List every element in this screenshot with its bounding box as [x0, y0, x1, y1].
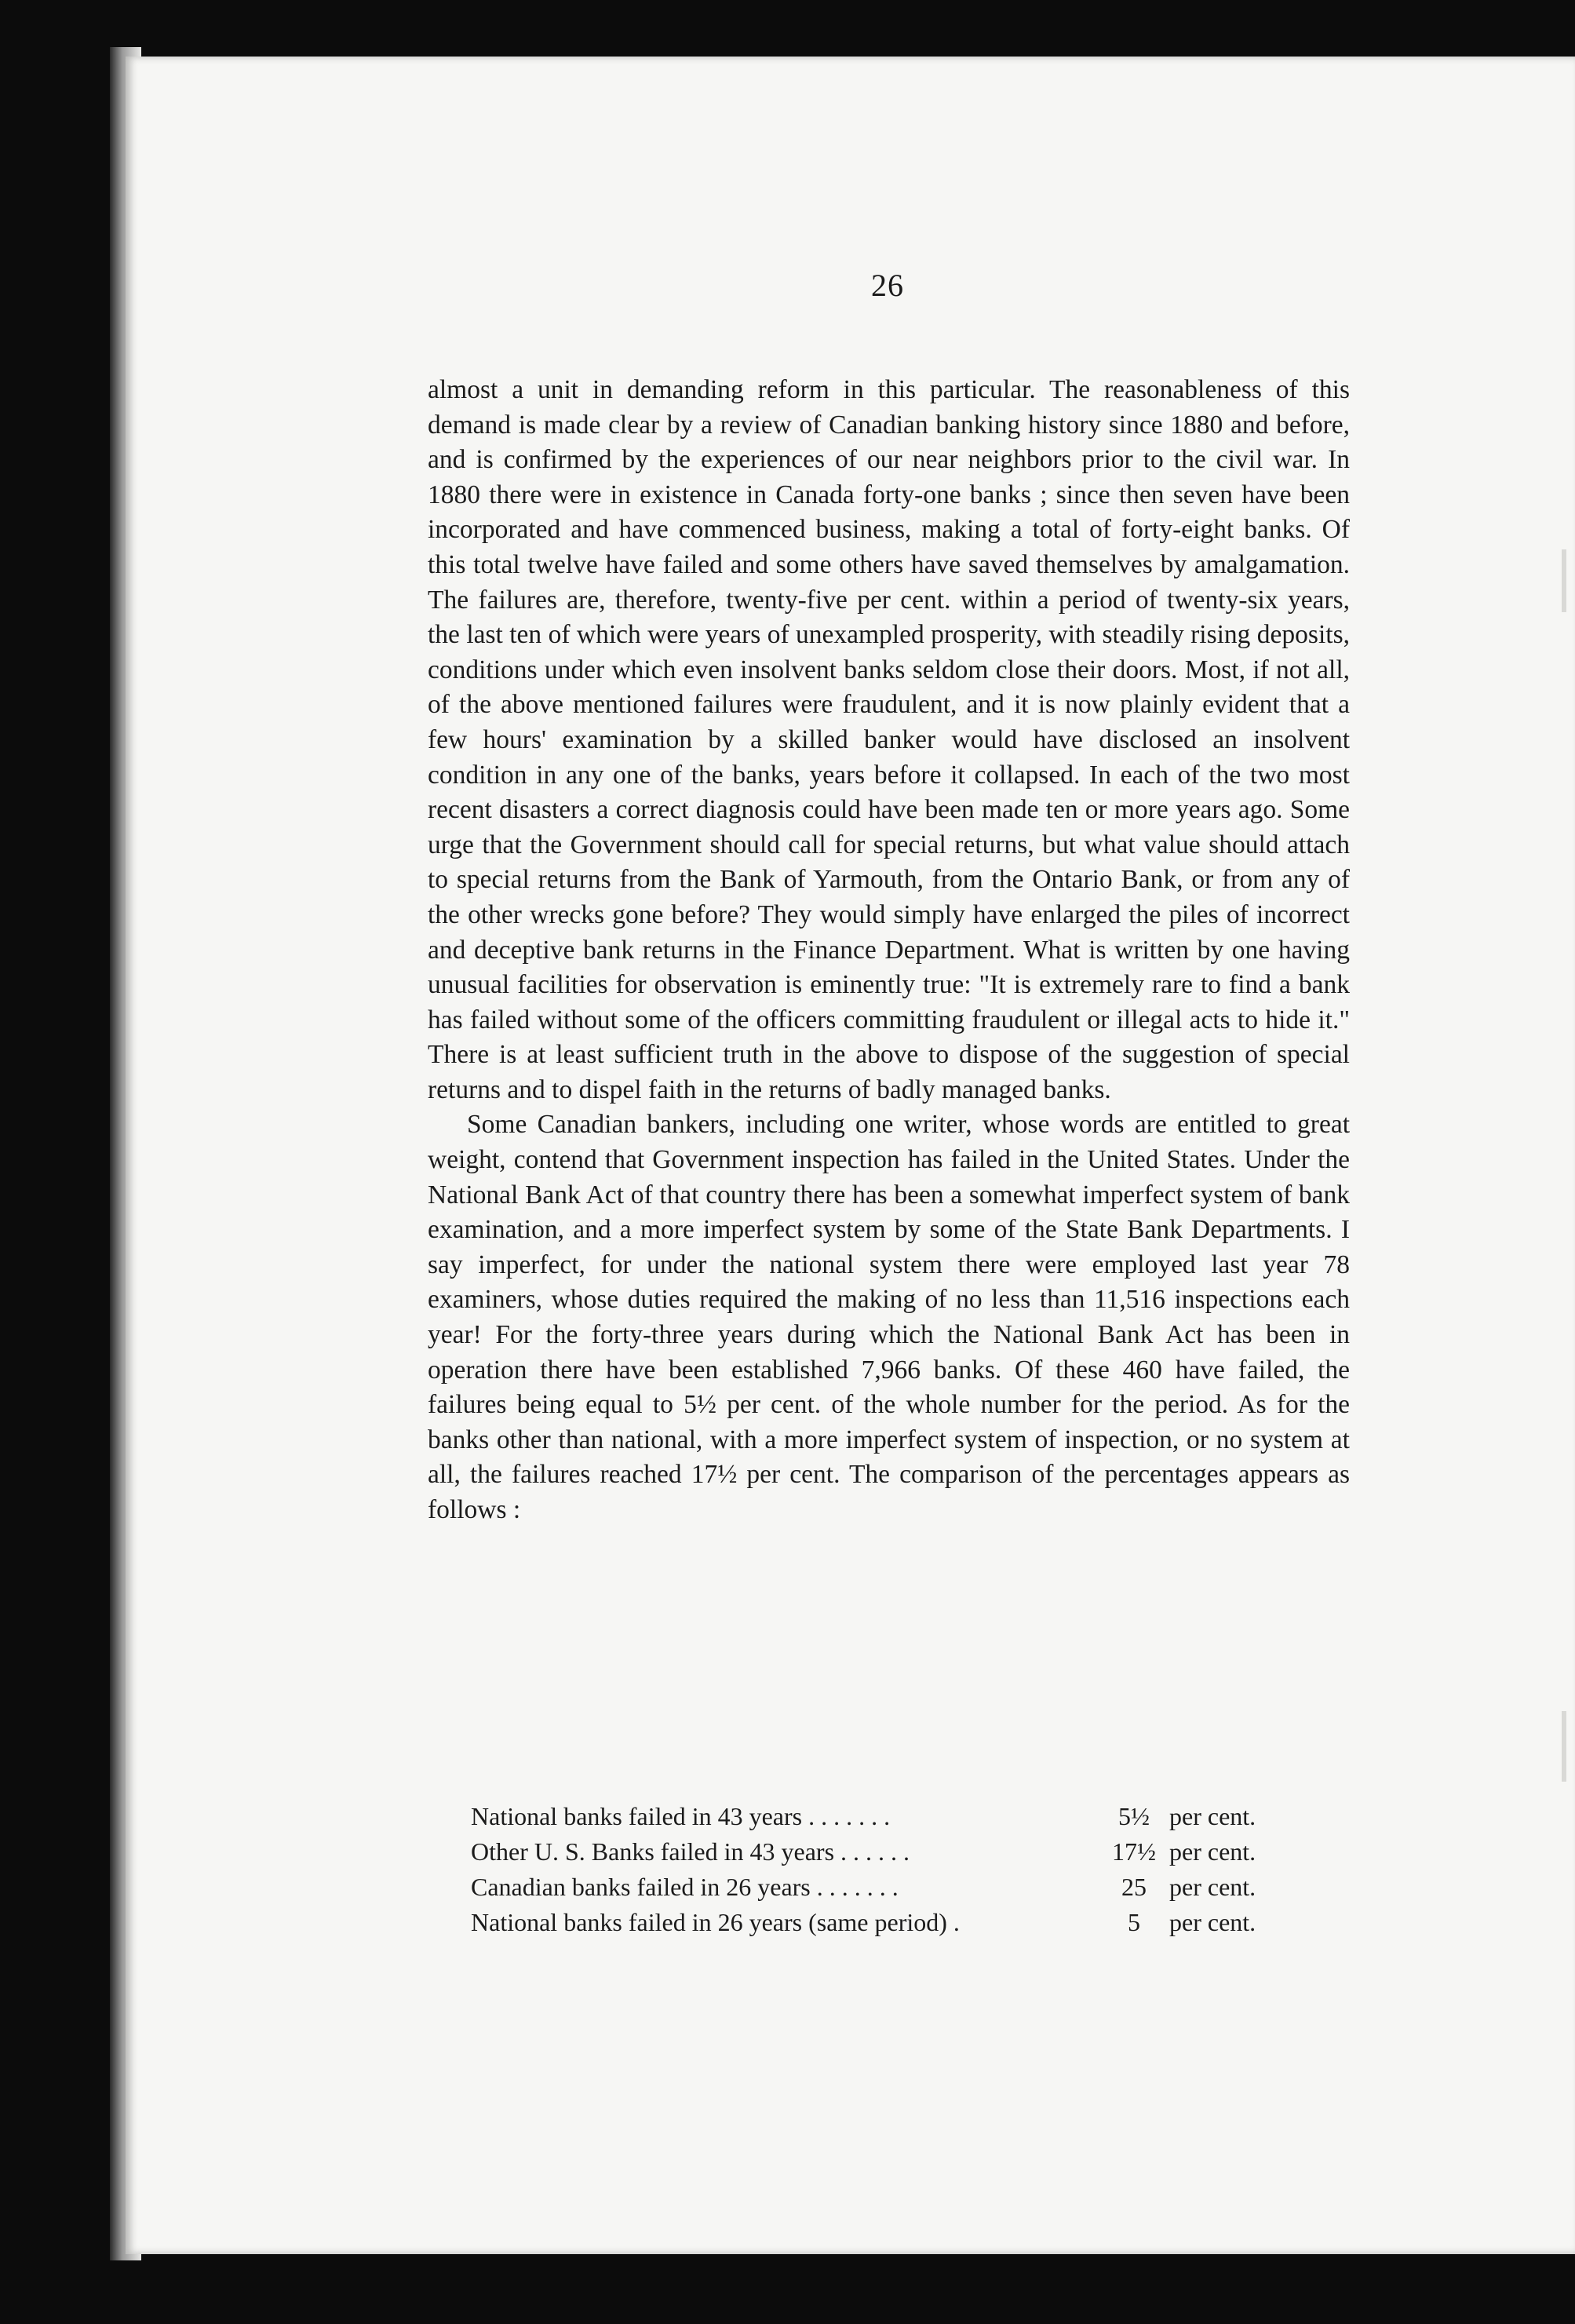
comparison-row-label: Other U. S. Banks failed in 43 years . . . . . .	[471, 1837, 910, 1866]
comparison-row	[471, 1834, 1334, 1870]
page-number: 26	[871, 268, 904, 303]
comparison-row-label: National banks failed in 26 years (same period) .	[471, 1908, 960, 1936]
comparison-row-label: Canadian banks failed in 26 years . . . . . . .	[471, 1873, 899, 1901]
comparison-row-unit: per cent.	[1169, 1908, 1256, 1936]
comparison-table	[471, 1799, 1334, 1940]
comparison-row-unit: per cent.	[1169, 1802, 1256, 1830]
comparison-row-unit: per cent.	[1169, 1873, 1256, 1901]
comparison-row	[471, 1799, 1334, 1834]
scan-edge-mark	[1562, 1711, 1566, 1782]
paragraph-2: Some Canadian bankers, including one writer, whose words are entitled to great weight, contend that Government inspection has failed in the United States. Under the National Bank Act of that country there has been a somewhat imperfect system of bank examination, and a more imperfect system by some of the State Bank Departments. I say imperfect, for under the national system there were employed last year 78 examiners, whose duties required the making of no less than 11,516 inspections each year! For the forty-three years during which the National Bank Act has been in operation there have been established 7,966 banks. Of these 460 have failed, the failures being equal to 5½ per cent. of the whole number for the period. As for the banks other than national, with a more imperfect system of inspection, or no system at all, the failures reached 17½ per cent. The comparison of the percentages appears as follows :	[428, 1110, 1350, 1524]
scan-edge-mark	[1562, 549, 1566, 612]
comparison-row-label: National banks failed in 43 years . . . . . . .	[471, 1802, 891, 1830]
comparison-row-value: 25	[1121, 1873, 1147, 1901]
comparison-row-value: 5½	[1118, 1802, 1150, 1830]
comparison-row-value: 17½	[1112, 1837, 1156, 1866]
comparison-row-unit: per cent.	[1169, 1837, 1256, 1866]
paragraph-1: almost a unit in demanding reform in this particular. The reasonableness of this demand is made clear by a review of Canadian banking history since 1880 and before, and is confirmed by the experiences of our near neighbors prior to the civil war. In 1880 there were in existence in Canada forty-one banks ; since then seven have been incorporated and have commenced business, making a total of forty-eight banks. Of this total twelve have failed and some others have saved themselves by amalgamation. The failures are, therefore, twenty-five per cent. within a period of twenty-six years, the last ten of which were years of unexampled prosperity, with steadily rising deposits, conditions under which even insolvent banks seldom close their doors. Most, if not all, of the above mentioned failures were fraudulent, and it is now plainly evident that a few hours' examination by a skilled banker would have disclosed an insolvent condition in any one of the banks, years before it collapsed. In each of the two most recent disasters a correct diagnosis could have been made ten or more years ago. Some urge that the Government should call for special returns, but what value should attach to special returns from the Bank of Yarmouth, from the Ontario Bank, or from any of the other wrecks gone before? They would simply have enlarged the piles of incorrect and deceptive bank returns in the Finance Department. What is written by one having unusual facilities for observation is eminently true: "It is extremely rare to find a bank has failed without some of the officers committing fraudulent or illegal acts to hide it." There is at least sufficient truth in the above to dispose of the suggestion of special returns and to dispel faith in the returns of badly managed banks.	[428, 375, 1350, 1104]
body-text	[428, 373, 1350, 1528]
comparison-row	[471, 1905, 1334, 1940]
comparison-row	[471, 1870, 1334, 1905]
comparison-row-value: 5	[1128, 1908, 1140, 1936]
